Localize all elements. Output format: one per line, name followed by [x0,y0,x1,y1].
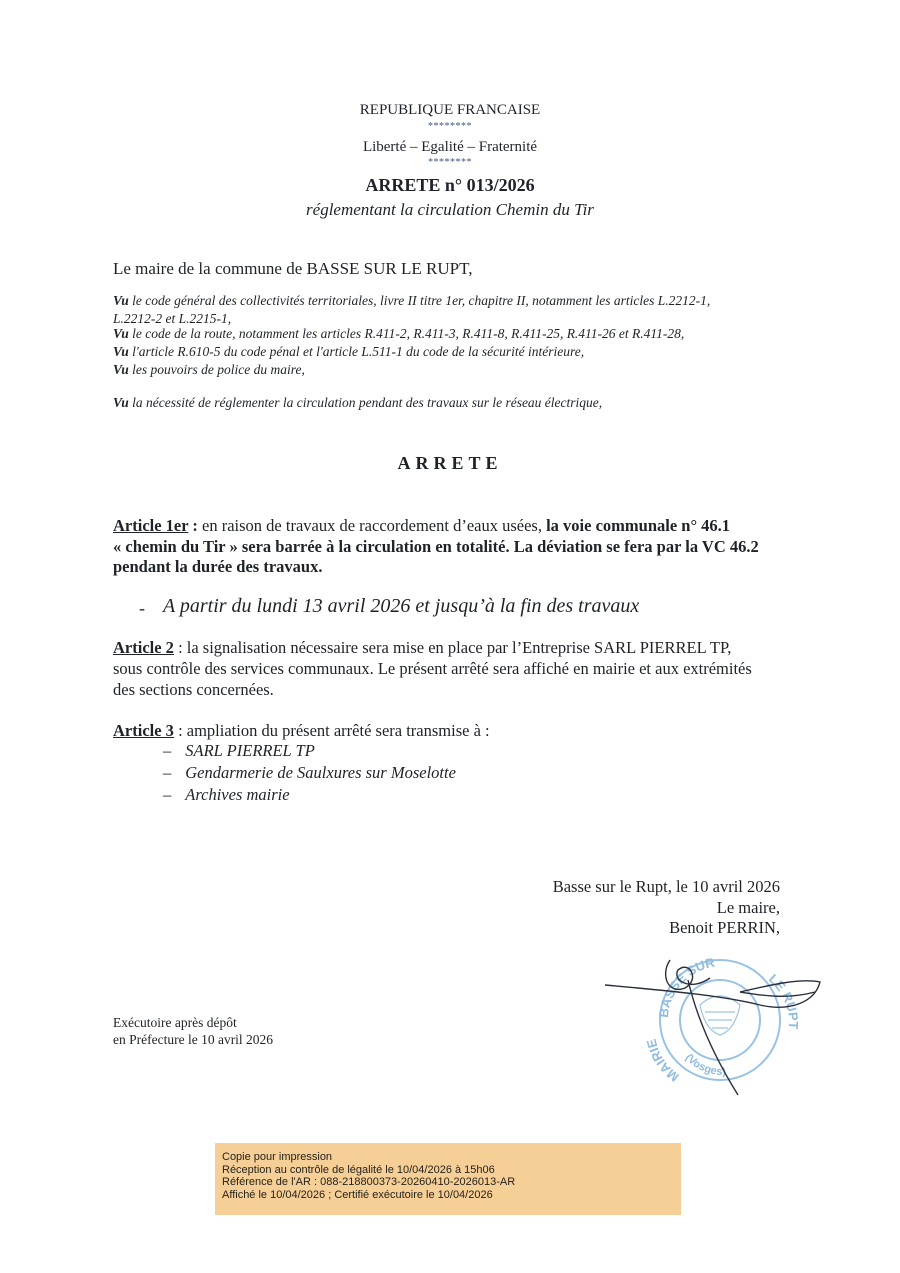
stamp-emblem [700,996,740,1035]
article-2-label: Article 2 [113,638,174,657]
stamp-text-right: LE RUPT [766,970,802,1030]
stars-separator: ******** [428,157,472,168]
vu-label: Vu [113,293,129,308]
executory-line-2: en Préfecture le 10 avril 2026 [113,1032,274,1047]
stamp-text-bottom: (Vosges) [682,1051,726,1079]
dash: – [163,741,172,760]
dash: – [163,785,172,804]
article-1-line-1: Article 1er : en raison de travaux de raccordement d’eaux usées, la voie communale n° 46.1 [113,516,731,535]
signatory-name: Benoit PERRIN, [669,918,780,937]
bullet-dash: - [139,598,145,618]
receipt-line-4: Affiché le 10/04/2026 ; Certifié exécutoire le 10/04/2026 [222,1188,493,1201]
stamp-svg [600,940,830,1100]
recipient-item: – Archives mairie [163,785,290,804]
period-of-application: A partir du lundi 13 avril 2026 et jusqu’à la fin des travaux [163,595,640,617]
article-3-line-1: Article 3 : ampliation du présent arrêté sera transmise à : [113,721,490,740]
article-2-line-1: Article 2 : la signalisation nécessaire sera mise en place par l’Entreprise SARL PIERREL TP, [113,638,732,657]
receipt-line-1: Copie pour impression [222,1151,333,1163]
recipient-item: – SARL PIERREL TP [163,741,315,760]
decree-heading: ARRETE [397,453,503,473]
national-motto: Liberté – Egalité – Fraternité [362,139,538,155]
vu-label: Vu [113,395,129,410]
receipt-line-3: Référence de l'AR : 088-218800373-20260410-2026013-AR [222,1176,516,1188]
stamp-text-left: MAIRIE [643,1037,682,1085]
vu-label: Vu [113,362,129,377]
vu-label: Vu [113,344,129,359]
article-2-line-2: sous contrôle des services communaux. Le présent arrêté sera affiché en mairie et aux extrémités [113,659,752,678]
consideration-1-continued: L.2212-2 et L.2215-1, [113,311,232,326]
article-3-label: Article 3 [113,721,174,740]
legality-receipt-box [215,1143,681,1215]
consideration-5: Vu la nécessité de réglementer la circulation pendant des travaux sur le réseau électrique, [113,395,603,410]
vu-label: Vu [113,326,129,341]
stars-separator: ******** [428,121,472,132]
executory-line-1: Exécutoire après dépôt [113,1015,237,1030]
consideration-3: Vu l'article R.610-5 du code pénal et l'article L.511-1 du code de la sécurité intérieure, [113,344,585,359]
recipient-item: – Gendarmerie de Saulxures sur Moselotte [163,763,456,782]
official-stamp [600,940,830,1100]
signatory-role: Le maire, [716,898,780,917]
article-2-line-3: des sections concernées. [113,680,274,699]
article-1-line-2: « chemin du Tir » sera barrée à la circulation en totalité. La déviation se fera par la VC 46.2 [113,537,759,556]
receipt-line-2: Réception au contrôle de légalité le 10/04/2026 à 15h06 [222,1163,495,1176]
consideration-4: Vu les pouvoirs de police du maire, [113,362,305,377]
article-1-line-3: pendant la durée des travaux. [113,557,323,576]
republic-title: REPUBLIQUE FRANCAISE [359,102,541,118]
dash: – [163,763,172,782]
place-and-date: Basse sur le Rupt, le 10 avril 2026 [552,877,780,896]
stamp-text-top: BASSE SUR [655,954,717,1019]
intro-line: Le maire de la commune de BASSE SUR LE RUPT, [113,259,473,278]
consideration-1: Vu le code général des collectivités territoriales, livre II titre 1er, chapitre II, notamment les articles L.2212-1, [113,293,711,308]
decree-subtitle: réglementant la circulation Chemin du Tir [306,200,594,219]
decree-number: ARRETE n° 013/2026 [365,175,535,195]
consideration-2: Vu le code de la route, notamment les articles R.411-2, R.411-3, R.411-8, R.411-25, R.411-26 et R.411-28, [113,326,685,341]
article-1-label: Article 1er [113,516,189,535]
